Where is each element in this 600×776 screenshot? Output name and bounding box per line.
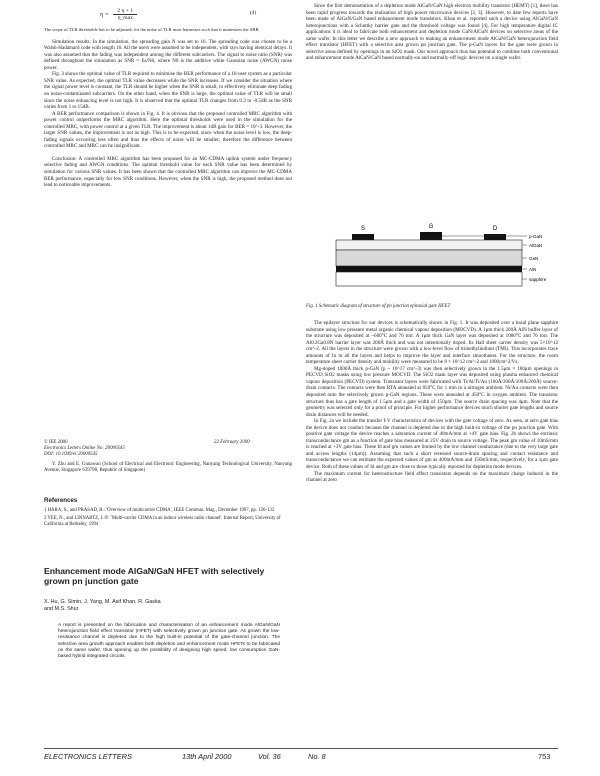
layer-label-sapphire: sapphire [529,277,547,282]
figure-1-caption: Fig. 1 Schematic diagram of structure of pn junction epitaxial gate HFET [306,304,451,309]
equation-denominator: η_max [117,15,133,21]
label-s: S [360,226,366,232]
copyright: © IEE 2000 [44,440,68,445]
right-column-bottom [306,320,558,484]
layer-label-algan: AlGaN [529,243,543,248]
right-column-top [306,3,558,62]
doi: DOI: 10.1049/el:20000545 [44,452,98,457]
layer-label-gan: GaN [529,256,539,261]
authors-line-2: and M.S. Shur [44,606,79,612]
gan-layer [336,250,522,266]
equation-numerator: 2 η + 1 [113,8,137,15]
layer-label-aln: AlN [529,267,537,272]
references-list [44,508,292,528]
para-simulation: Simulation results: In the simulation, the spreading gain N was set to 16. The spreading code was chosen to be a Walsh-Hadamard code with length 16. All the users were assumed to be independent, with rays having identical delays. It was also assumed that the fading was independent among the different subcarriers. The signal to noise ratio (SNR) was defined throughout the simulation as SNR = Es/N0, where N0 is the additive white Gaussian noise (AWGN) noise power. [44,38,292,71]
received-date: 22 February 2000 [214,440,250,445]
aln-layer [336,266,522,272]
footer-page: 753 [538,752,551,761]
para-epilayer: The epilayer structure for our devices is schematically shown in Fig. 1. It was deposited over a basal plane sapphire substrate using low pressure metal organic chemical vapour deposition (MOCVD). A 1μm thick 200Å AlN buffer layer of the structure was deposited at ~600°C and 76 torr. A 1μm thick GaN layer was deposited at 1000°C and 76 torr. The Al0.2Ga0.8N barrier layer was 200Å thick and was not intentionally doped. Its Hall sheet carrier density was 5×10^12 cm^-2. All the layers in the structure were grown with a low-level flow of trimethylindium (TMI). This incorporates trace amounts of In in all the layers and helps to improve the layer and interface smoothness. For the structure, the room temperature sheet carrier density and mobility were measured to be 8 × 10^12 cm^-2 and 1000cm^2/Vs. [306,320,558,366]
para-max-current: The maximum current for heterostructure field effect transistors depends on the maximum charge induced in the channel at zero [306,470,558,484]
equation-number: (4) [250,10,257,16]
left-column [44,27,292,189]
layer-label-pgan: p-GaN [529,234,543,239]
drain-contact [484,234,506,240]
article-title: Enhancement mode AlGaN/GaN HFET with selectively grown pn junction gate [44,566,265,586]
reference-1: 1 HARA, S., and PRASAD, R.: 'Overview of multicarrier CDMA', IEEE Commun. Mag., December 1997, pp. 126-133 [44,508,275,513]
para-intro: Since the first demonstration of a depletion mode AlGaN/GaN high electron mobility transistor (HEMT) [1], there has been rapid progress towards the realisation of high power microwave devices [2, 3]. However, to date few reports have been made of AlGaN/GaN based enhancement mode transistors. Khan et al. reported such a device using AlGaN/GaN heterojunctions with a Schottky barrier gate and the threshold voltage was found [4]. For high temperature digital IC applications it is ideal to fabricate both enhancement and depletion mode GaN/AlGaN devices on selective areas of the same wafer. In this letter we describe a new approach to making an enhancement mode AlGaN/GaN heterojunction field effect transistor (HFET) with a selective area grown pn junction gate. The p-GaN layers for the gate were grown in selective areas defined by openings in an SiO2 mask. Our novel approach thus has potential to combine both conventional and enhancement mode AlGaN/GaN based normally-on and normally-off logic devices on a single wafer. [306,3,558,62]
footer-volume: Vol. 36 [258,752,281,761]
figure-1-diagram [322,220,554,300]
para-ber: A BER performance comparison is shown in Fig. 4. It is obvious that the proposed controlled MRC algorithm with power control outperforms the MRC algorithm. Here the optimal thresholds were used in the simulation for the controlled MRC, with power control at a given TLR. The improvement is about 1dB gain for BER = 10^-3. However, the larger SNR values, the improvement is not as high. This is to be expected, since when the noise level is low, the deep-fading signals occurring less often and thus the effects of noise will be smaller; therefore the difference between controlled MRC and MRC can be insignificant. [44,110,292,150]
article-authors [44,599,292,613]
equation-lhs: η = [100,10,109,18]
eq-note: The scope of TLR thresholds has to be adjusted; for the noise of TLR most harnesses such that it minimizes the SBR. [44,27,260,32]
footer-number: No. 8 [308,752,326,761]
footer-journal: ELECTRONICS LETTERS [44,752,132,761]
para-fig3: Fig. 3 shows the optimal value of TLR required to minimise the BER performance of a 10-user system as a particular SNR value. As expected, the optimal TLR value decreases while the SNR increases. If we consider the situation where the signal power level is constant, the TLR should be higher when the SNR is small, to effectively eliminate deep fading on noise-contaminated subcarriers. On the other hand, when the SNR is large, the optimal value of TLR will be small since the noise enhancing level is not high. It is observed that the optimal TLR changes from 0.3 to -0.5dB as the SNR varies from 1 to 15dB. [44,71,292,111]
abstract: A report is presented on the fabrication and characterisation of an enhancement mode AlGaN/GaN heterojunction field effect transistor (HFET) with selectively grown pn junction gate. As grown the low-resistance channel is depleted due to the high built-in potential of the gate-channel junction. The selective area growth approach enables both depletion and enhancement mode HFETs to be fabricated on the same wafer, thus opening up the possibility of designing high speed, low consumption GaN-based hybrid integrated circuits. [58,623,280,660]
footer-date: 13th April 2000 [182,752,232,761]
source-contact [352,234,374,240]
sapphire-layer [336,272,522,286]
references-heading: References [44,497,78,504]
footer-rule [44,748,558,749]
reference-2: 2 YEE, N., and LINNARTZ, J.-P.: 'Multi-carrier CDMA in an indoor wireless radio channel'. Internal Report, University of California at Berkeley, 1994 [44,516,281,528]
affiliation: Y. Zhu and E. Gunawan (School of Electrical and Electronic Engineering, Nanyang Technological University, Nanyang Avenue, Singapore 639798, Republic of Singapore) [44,462,292,473]
authors-line-1: X. Hu, G. Simin, J. Yang, M. Asif Khan, R. Gaska [44,599,161,605]
equation [100,8,257,21]
copyright-block [44,440,292,474]
gate-pgan [420,232,442,240]
para-fabrication: Mg-doped 1000Å thick p-GaN (p ~ 10^17 cm^-3) was then selectively grown in the 1.5μm × 100μm openings in PECVD SiO2 masks using low pressure MOCVD. The SiO2 mask layer was deposited using plasma enhanced chemical vapour deposition (PECVD) system. Transistor layers were fabricated with Ti/Al/Ti/Au (100Å/200Å/100Å/200Å) source-drain contacts. The contacts were then RTA annealed at 850°C for 1 min in a nitrogen ambient. Ni/Au contacts were then deposited onto the selectively grown p-GaN regions. These were annealed at 450°C in oxygen ambient. The transistor structure thus has a gate length of 1.5μm and a gate width of 150μm. The source drain spacing was 4μm. Note that the geometry was selected only for a proof of principle. For higher performance devices much shorter gate lengths and source drain distances will be needed. [306,365,558,418]
label-g: G [428,224,434,230]
label-d: D [492,226,498,232]
para-results: In Fig. 2a we include the transfer I-V characteristics of devices with the gate voltage of zero. As seen, at zero gate bias the device does not conduct because the channel is depleted due to the high built-in voltage of the pn junction gate. With positive gate voltage the device reaches a saturation current of 40mA/mm at +4V gate bias. Fig. 2b shows the extrinsic transconductance gm as a function of gate bias measured at 25V drain to source voltage. The peak gm value of 10mS/mm is reached at +3V gate bias. These Id and gm values are limited by the low channel conductance (due to the very large gate and access lengths (14μm)). Assuming that such a short recessed source-drain spacing and contact resistance and transconductance we can estimate the expected values of gm as 400mA/mm and 150mS/mm, respectively, for a 1μm gate device. Both of these values of Id and gm are close to those typically reported for depletion mode devices. [306,418,558,471]
algan-layer [336,240,522,250]
para-conclusion: Conclusion: A controlled MRC algorithm has been proposed for an MC-CDMA uplink system under frequency selective fading and AWGN conditions. The optimal threshold value for each SNR value has been determined by simulation for various SNR values. It has been shown that the controlled MRC algorithm can improve the MC-CDMA BER performance, especially for low SNR conditions. However, when the SNR is high, the proposed method does not lead to noticeable improvements. [44,155,292,189]
journal-line: Electronics Letters Online No: 20000545 [44,446,125,451]
